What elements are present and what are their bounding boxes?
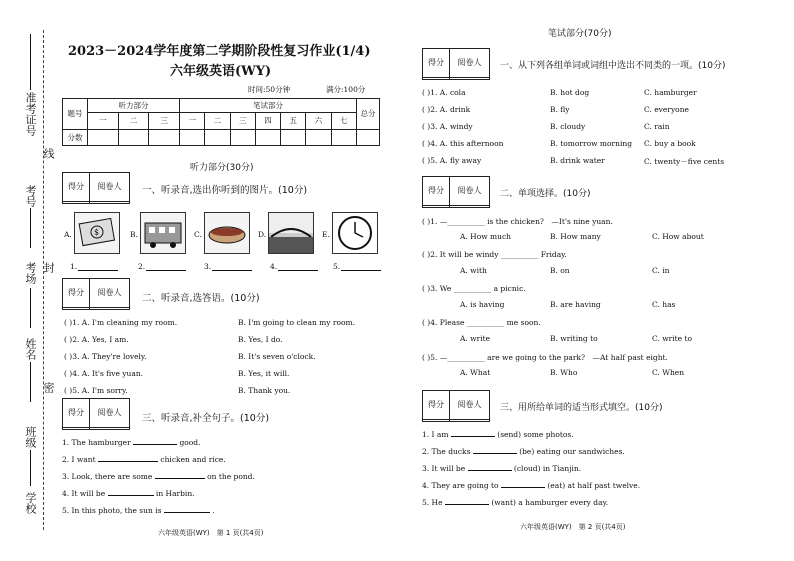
answer-blank[interactable] <box>451 436 495 437</box>
answer-blank[interactable] <box>468 470 512 471</box>
answer-blank[interactable] <box>164 512 210 513</box>
grader-cell[interactable] <box>450 77 490 79</box>
section-title: 二、单项选择。(10分) <box>500 189 591 199</box>
fill-line: 5. In this photo, the sun is . <box>62 506 215 515</box>
money-picture-icon[interactable] <box>74 212 120 254</box>
row-label: 题号 <box>63 99 88 130</box>
answer-blank[interactable] <box>108 495 154 496</box>
question-line: ( )3. A. They're lovely. <box>64 352 147 361</box>
exam-no-label: 准考证号 <box>24 92 37 136</box>
full-score-info: 满分:100分 <box>326 85 366 94</box>
section-title: 三、用所给单词的适当形式填空。(10分) <box>500 403 663 413</box>
grade-score-cell[interactable] <box>423 77 450 79</box>
grade-score-cell[interactable] <box>423 205 450 207</box>
bridge-picture-icon[interactable] <box>268 212 314 254</box>
col-header: 一 <box>88 113 119 129</box>
seal-label: 密 <box>42 382 55 393</box>
score-cell[interactable] <box>149 129 180 145</box>
exam-subtitle: 六年级英语(WY) <box>170 64 272 79</box>
score-cell[interactable] <box>205 129 230 145</box>
fill-line: 3. It will be (cloud) in Tianjin. <box>422 464 582 473</box>
grader-cell[interactable] <box>90 201 130 203</box>
score-cell[interactable] <box>357 129 380 145</box>
col-header: 七 <box>331 113 356 129</box>
answer-blank[interactable] <box>278 270 318 271</box>
fill-line: 3. Look, there are some on the pond. <box>62 472 255 481</box>
col-header: 一 <box>180 113 205 129</box>
time-info: 时间:50分钟 <box>248 85 291 94</box>
col-header: 四 <box>255 113 280 129</box>
written-part-label: 笔试部分 <box>180 99 357 113</box>
fill-line: 4. It will be in Harbin. <box>62 489 195 498</box>
answer-blank[interactable] <box>155 478 205 479</box>
hotdog-picture-icon[interactable] <box>204 212 250 254</box>
score-cell[interactable] <box>306 129 331 145</box>
page-footer: 六年级英语(WY) 第 1 页(共4页) <box>158 529 264 537</box>
grade-score-cell[interactable] <box>63 427 90 429</box>
question-line: ( )2. A. Yes, I am. <box>64 335 129 344</box>
listening-heading: 听力部分(30分) <box>190 163 254 173</box>
grade-box: 得分 阅卷人 <box>422 176 490 208</box>
score-row-label: 分数 <box>63 129 88 145</box>
answer-blank[interactable] <box>98 461 158 462</box>
grader-cell[interactable] <box>90 427 130 429</box>
name-label: 姓名 <box>24 338 37 360</box>
score-cell[interactable] <box>230 129 255 145</box>
exam-title: 2023－2024学年度第二学期阶段性复习作业(1/4) <box>68 44 371 59</box>
score-cell[interactable] <box>88 129 119 145</box>
bus-picture-icon[interactable] <box>140 212 186 254</box>
grader-cell[interactable] <box>90 307 130 309</box>
section-title: 三、听录音,补全句子。(10分) <box>142 413 270 424</box>
fill-line: 2. The ducks (be) eating our sandwiches. <box>422 447 625 456</box>
option-b: B. I'm going to clean my room. <box>238 318 356 327</box>
section-title: 二、听录音,选答语。(10分) <box>142 293 260 304</box>
class-label: 班级 <box>24 426 37 448</box>
section-title: 一、从下列各组单词或词组中选出不同类的一项。(10分) <box>500 61 726 71</box>
answer-blank[interactable] <box>445 504 489 505</box>
fill-line: 5. He (want) a hamburger every day. <box>422 498 609 507</box>
grade-score-cell[interactable] <box>63 307 90 309</box>
written-heading: 笔试部分(70分) <box>548 29 612 39</box>
grader-cell[interactable] <box>450 205 490 207</box>
score-table <box>62 98 380 146</box>
question-line: ( )5. A. I'm sorry. <box>64 386 128 395</box>
grade-box: 得分 阅卷人 <box>422 390 490 422</box>
question-line: ( )4. A. It's five yuan. <box>64 369 144 378</box>
col-header: 六 <box>306 113 331 129</box>
col-header: 三 <box>149 113 180 129</box>
col-header: 三 <box>230 113 255 129</box>
col-header: 二 <box>118 113 149 129</box>
fill-line: 4. They are going to (eat) at half past twelve. <box>422 481 641 490</box>
score-cell[interactable] <box>180 129 205 145</box>
svg-text:$: $ <box>94 228 100 237</box>
question-line: ( )1. A. I'm cleaning my room. <box>64 318 178 327</box>
grader-cell[interactable] <box>450 419 490 421</box>
option-b: B. It's seven o'clock. <box>238 352 316 361</box>
seat-label: 考号 <box>24 185 37 207</box>
listening-part-label: 听力部分 <box>88 99 180 113</box>
answer-blank[interactable] <box>501 487 545 488</box>
col-header: 五 <box>281 113 306 129</box>
school-label: 学校 <box>24 492 37 514</box>
answer-blank[interactable] <box>212 270 252 271</box>
seal-label: 线 <box>42 148 55 159</box>
score-cell[interactable] <box>331 129 356 145</box>
score-cell[interactable] <box>281 129 306 145</box>
grade-box: 得分 阅卷人 <box>62 278 130 310</box>
option-b: B. Yes, it will. <box>238 369 290 378</box>
answer-blank[interactable] <box>473 453 517 454</box>
option-b: B. Thank you. <box>238 386 291 395</box>
total-label: 总分 <box>357 99 380 130</box>
answer-blank[interactable] <box>133 444 177 445</box>
fill-line: 1. The hamburger good. <box>62 438 201 447</box>
binding-margin <box>0 0 58 561</box>
answer-blank[interactable] <box>341 270 381 271</box>
fill-line: 1. I am (send) some photos. <box>422 430 574 439</box>
score-cell[interactable] <box>255 129 280 145</box>
seal-label: 封 <box>42 262 55 273</box>
grade-box: 得分 阅卷人 <box>62 172 130 204</box>
grade-score-cell[interactable] <box>63 201 90 203</box>
grade-box: 得分 阅卷人 <box>62 398 130 430</box>
answer-blank[interactable] <box>78 270 118 271</box>
section-title: 一、听录音,选出你听到的图片。(10分) <box>142 185 308 196</box>
score-cell[interactable] <box>118 129 149 145</box>
grade-score-cell[interactable] <box>423 419 450 421</box>
page-footer: 六年级英语(WY) 第 2 页(共4页) <box>520 523 626 531</box>
option-b: B. Yes, I do. <box>238 335 283 344</box>
room-label: 考场 <box>24 262 37 284</box>
grade-box: 得分 阅卷人 <box>422 48 490 80</box>
col-header: 二 <box>205 113 230 129</box>
fill-line: 2. I want chicken and rice. <box>62 455 226 464</box>
answer-blank[interactable] <box>146 270 186 271</box>
clock-picture-icon[interactable] <box>332 212 378 254</box>
